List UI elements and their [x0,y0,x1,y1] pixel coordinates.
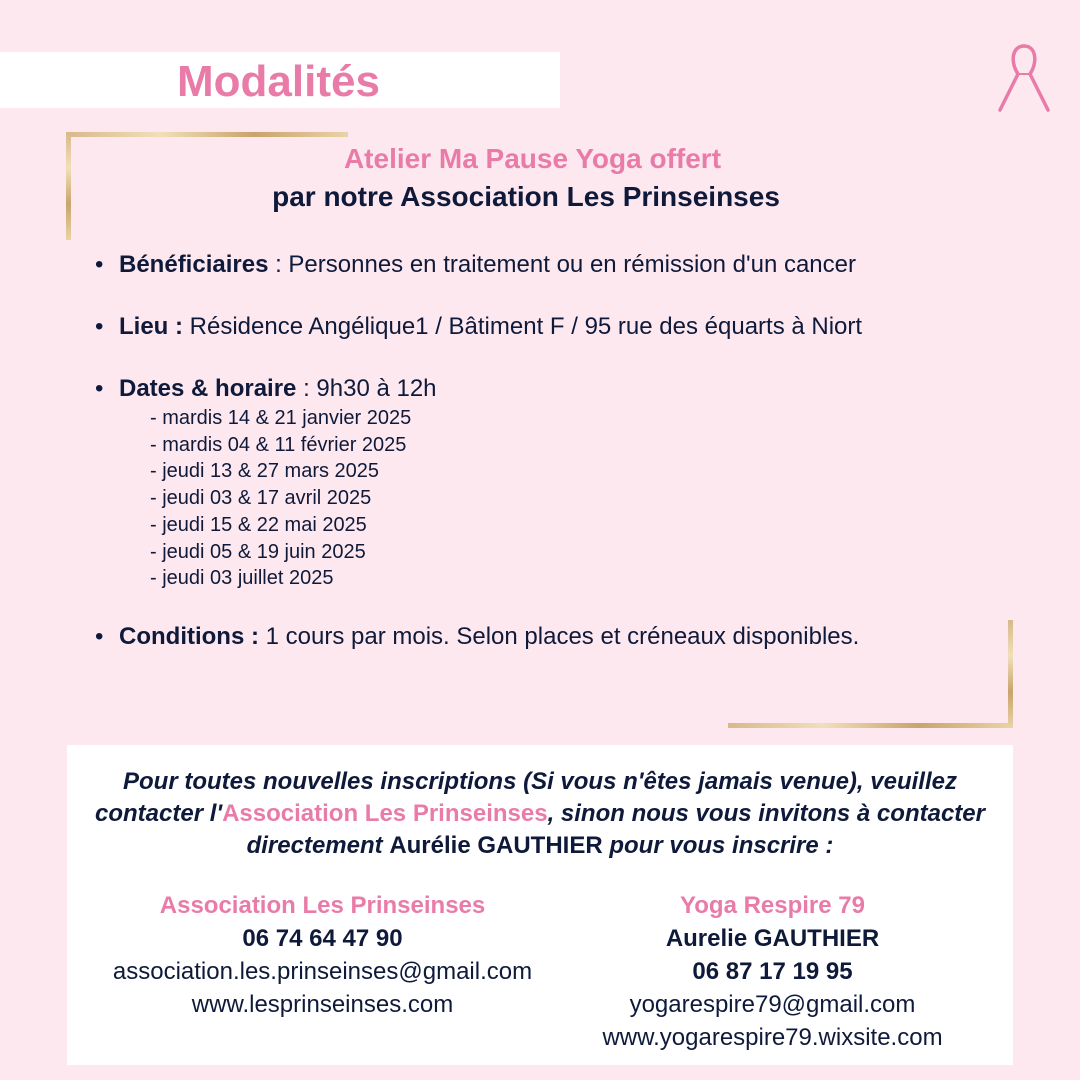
contact-email[interactable]: association.les.prinseinses@gmail.com [112,958,533,985]
subtitle-line1: Atelier Ma Pause Yoga offert [343,143,722,174]
notice-name: Aurélie GAUTHIER [389,832,603,859]
date-item: - mardis 14 & 21 janvier 2025 [150,407,412,429]
bullet-text: Résidence Angélique1 / Bâtiment F / 95 rue des équarts à Niort [183,313,863,340]
notice-text: Pour toutes nouvelles inscriptions (Si vous n'êtes jamais venue), veuillez contacter l' [95,768,957,827]
bullet-text: 1 cours par mois. Selon places et créneaux disponibles. [258,623,860,650]
gold-frame-top [66,132,348,137]
subtitle-line2: par notre Association Les Prinseinses [272,181,780,212]
contact-person: Aurelie GAUTHIER [665,925,880,952]
contact-name: Association Les Prinseinses [159,892,486,919]
bullet-text: : 9h30 à 12h [296,375,437,402]
page-title: Modalités [177,57,380,106]
date-item: - jeudi 03 & 17 avril 2025 [150,487,372,510]
notice-text: , sinon nous vous invitons à contacter directement [246,800,985,859]
contact-website[interactable]: www.yogarespire79.wixsite.com [602,1024,943,1051]
bullet-beneficiaires [95,250,856,280]
registration-notice [67,766,1013,862]
date-item: - jeudi 13 & 27 mars 2025 [150,460,380,483]
date-item: - mardis 04 & 11 février 2025 [150,433,407,456]
bullet-dot: • [95,623,104,650]
bullet-dates [95,374,437,404]
contact-association [70,889,575,1021]
bullet-conditions [95,622,859,652]
contact-name: Yoga Respire 79 [680,892,865,919]
contact-email[interactable]: yogarespire79@gmail.com [629,991,916,1018]
contact-phone[interactable]: 06 87 17 19 95 [692,958,853,985]
contact-yoga [560,889,985,1054]
bullet-label: Lieu : [119,313,183,340]
date-item: - jeudi 05 & 19 juin 2025 [150,540,366,563]
bullet-dot: • [95,375,104,402]
bullet-label: Bénéficiaires [119,251,269,278]
date-item: - jeudi 03 juillet 2025 [150,567,334,590]
bullet-dot: • [95,313,104,340]
bullet-label: Conditions : [119,623,259,650]
bullet-dot: • [95,251,104,278]
notice-association: Association Les Prinseinses [222,800,548,827]
gold-frame-right [1008,620,1013,728]
date-list [150,405,411,592]
bullet-text: : Personnes en traitement ou en rémission d'un cancer [268,251,856,278]
gold-frame-bottom [728,723,1013,728]
bullet-label: Dates & horaire [119,375,297,402]
pink-ribbon-icon [994,40,1054,118]
bullet-lieu [95,312,862,342]
notice-text: pour vous inscrire : [602,832,834,859]
date-item: - jeudi 15 & 22 mai 2025 [150,513,367,536]
contact-website[interactable]: www.lesprinseinses.com [191,991,454,1018]
contact-phone[interactable]: 06 74 64 47 90 [242,925,403,952]
